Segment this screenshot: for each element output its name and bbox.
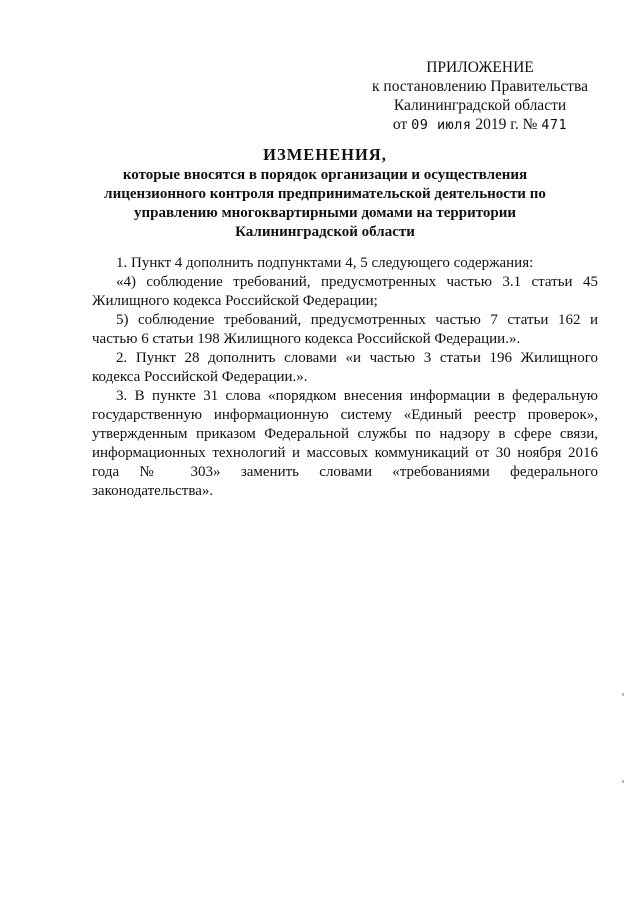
resolution-number: 471 — [541, 117, 568, 133]
scan-speck — [622, 693, 624, 696]
title-heading: ИЗМЕНЕНИЯ, — [263, 145, 387, 164]
document-title — [60, 145, 590, 242]
title-line-2: лицензионного контроля предпринимательской деятельности по — [104, 186, 546, 202]
appendix-header — [360, 58, 600, 135]
appendix-label: ПРИЛОЖЕНИЕ — [426, 59, 534, 76]
date-prefix: от — [392, 116, 408, 133]
date-year: 2019 г. № — [475, 116, 538, 133]
paragraph-subitem-5: 5) соблюдение требований, предусмотренных частью 7 статьи 162 и частью 6 статьи 198 Жилищного кодекса Российской Федерации.». — [92, 312, 598, 347]
appendix-date-line — [360, 115, 600, 135]
appendix-resolution-line: к постановлению Правительства — [372, 78, 588, 95]
document-body — [92, 254, 598, 501]
appendix-region-line: Калининградской области — [393, 97, 567, 114]
title-line-3: управлению многоквартирными домами на территории — [133, 205, 517, 221]
scan-speck — [622, 780, 624, 783]
paragraph-item-3: 3. В пункте 31 слова «порядком внесения информации в федеральную государственную информационную систему «Единый реестр проверок», утвержденным приказом Федеральной службы по надзору в сфере связи, информационных технологий и массовых коммуникаций от 30 ноября 2016 года № 303» заменить словами «требованиями федерального законодательства». — [92, 388, 598, 499]
paragraph-item-1: 1. Пункт 4 дополнить подпунктами 4, 5 следующего содержания: — [116, 255, 534, 271]
date-value: 09 июля — [411, 117, 472, 133]
paragraph-item-2: 2. Пункт 28 дополнить словами «и частью 3 статьи 196 Жилищного кодекса Российской Федерации.». — [92, 350, 598, 385]
paragraph-subitem-4: «4) соблюдение требований, предусмотренных частью 3.1 статьи 45 Жилищного кодекса Российской Федерации; — [92, 274, 598, 309]
title-line-1: которые вносятся в порядок организации и осуществления — [122, 167, 528, 183]
title-line-4: Калининградской области — [235, 224, 415, 240]
